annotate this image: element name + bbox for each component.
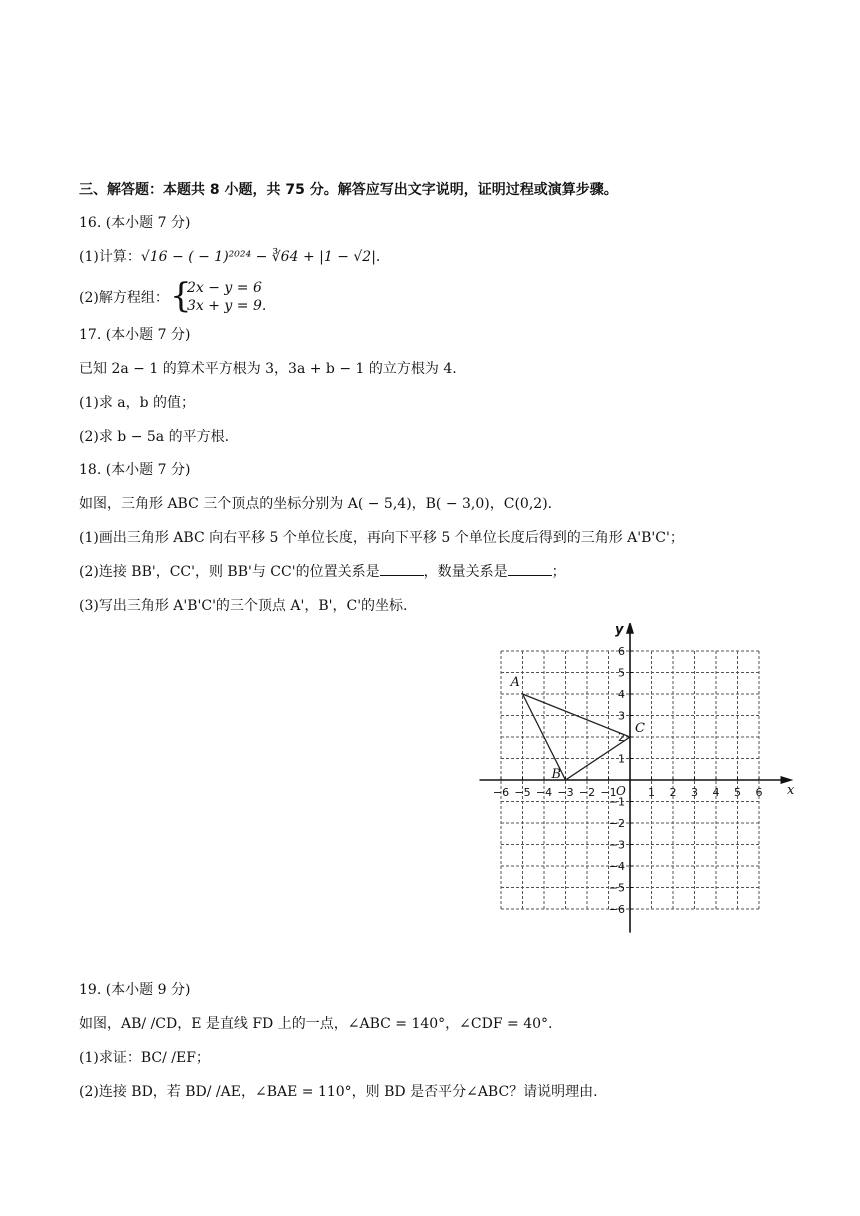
x-tick-label: −3 <box>557 786 574 799</box>
q17-part2: (2)求 b − 5a 的平方根. <box>79 429 230 445</box>
y-tick-label: −2 <box>608 817 625 830</box>
y-tick-label: −1 <box>608 795 625 809</box>
x-tick-label: −6 <box>492 786 510 799</box>
x-tick-label: −4 <box>535 786 553 799</box>
q16-eq2: 3x + y = 9. <box>187 298 267 314</box>
q18-part2-c: ； <box>551 564 566 580</box>
y-tick-label: 2 <box>618 731 625 744</box>
q18-part3: (3)写出三角形 A'B'C'的三个顶点 A'，B'，C'的坐标. <box>79 598 408 614</box>
y-tick-label: 4 <box>618 688 625 701</box>
answer-blank-2 <box>508 563 552 576</box>
q16-part1 <box>79 247 380 267</box>
y-axis-label: y <box>615 623 624 638</box>
y-tick-label: 5 <box>618 666 625 680</box>
q19-part2: (2)连接 BD，若 BD/ /AE，∠BAE = 110°，则 BD 是否平分∠ABC？请说明理由. <box>79 1084 598 1100</box>
q18-number: 18. (本小题 7 分) <box>79 462 191 478</box>
x-tick-label: 5 <box>734 786 741 799</box>
coordinate-grid-figure <box>477 623 797 943</box>
vertex-label-b: B <box>551 767 562 782</box>
q19-stem: 如图，AB/ /CD，E 是直线 FD 上的一点，∠ABC = 140°，∠CDF = 40°. <box>79 1016 553 1032</box>
y-tick-label: −5 <box>608 881 625 895</box>
vertex-label-a: A <box>510 675 520 690</box>
x-tick-label: −5 <box>514 786 531 799</box>
q18-part2-b: ，数量关系是 <box>423 564 508 580</box>
x-tick-label: 6 <box>755 786 763 799</box>
q17-stem: 已知 2a − 1 的算术平方根为 3，3a + b − 1 的立方根为 4. <box>79 361 457 377</box>
q17-number: 17. (本小题 7 分) <box>79 327 191 343</box>
x-tick-label: −2 <box>578 786 596 799</box>
x-tick-label: 1 <box>648 786 655 799</box>
q19-part1: (1)求证：BC/ /EF； <box>79 1050 210 1066</box>
q16-number: 16. (本小题 7 分) <box>79 215 191 231</box>
q18-stem: 如图，三角形 ABC 三个顶点的坐标分别为 A( − 5,4)，B( − 3,0)，C(0,2). <box>79 496 553 512</box>
y-axis-arrow <box>626 623 634 634</box>
x-axis-label: x <box>786 783 795 798</box>
y-tick-label: −4 <box>608 860 625 873</box>
q16-part2-label: (2)解方程组： <box>79 290 169 306</box>
y-tick-label: 6 <box>618 645 625 658</box>
q19-number: 19. (本小题 9 分) <box>79 982 191 998</box>
x-tick-label: −1 <box>600 786 617 799</box>
q18-part2 <box>79 562 566 582</box>
q16-eq1: 2x − y = 6 <box>187 280 262 296</box>
q18-part2-a: (2)连接 BB'，CC'，则 BB'与 CC'的位置关系是 <box>79 564 380 580</box>
x-tick-label: 3 <box>691 786 698 799</box>
vertex-label-c: C <box>635 721 645 736</box>
equation-brace: { <box>170 276 192 316</box>
x-tick-label: 2 <box>669 786 677 799</box>
answer-blank-1 <box>380 563 424 576</box>
q16-part1-expr: √16 − ( − 1)²⁰²⁴ − ∛64 + |1 − √2|. <box>140 249 381 265</box>
q16-part1-label: (1)计算： <box>79 249 141 265</box>
y-tick-label: −3 <box>608 838 625 852</box>
section-heading: 三、解答题：本题共 8 小题，共 75 分。解答应写出文字说明，证明过程或演算步骤。 <box>79 182 618 198</box>
origin-label: O <box>616 784 626 798</box>
q18-part1: (1)画出三角形 ABC 向右平移 5 个单位长度，再向下平移 5 个单位长度后得到的三角形 A'B'C'； <box>79 530 684 546</box>
x-tick-label: 4 <box>712 786 720 799</box>
y-tick-label: 3 <box>618 709 625 723</box>
q17-part1: (1)求 a，b 的值； <box>79 395 196 411</box>
y-tick-label: 1 <box>618 752 625 766</box>
y-tick-label: −6 <box>608 903 625 916</box>
